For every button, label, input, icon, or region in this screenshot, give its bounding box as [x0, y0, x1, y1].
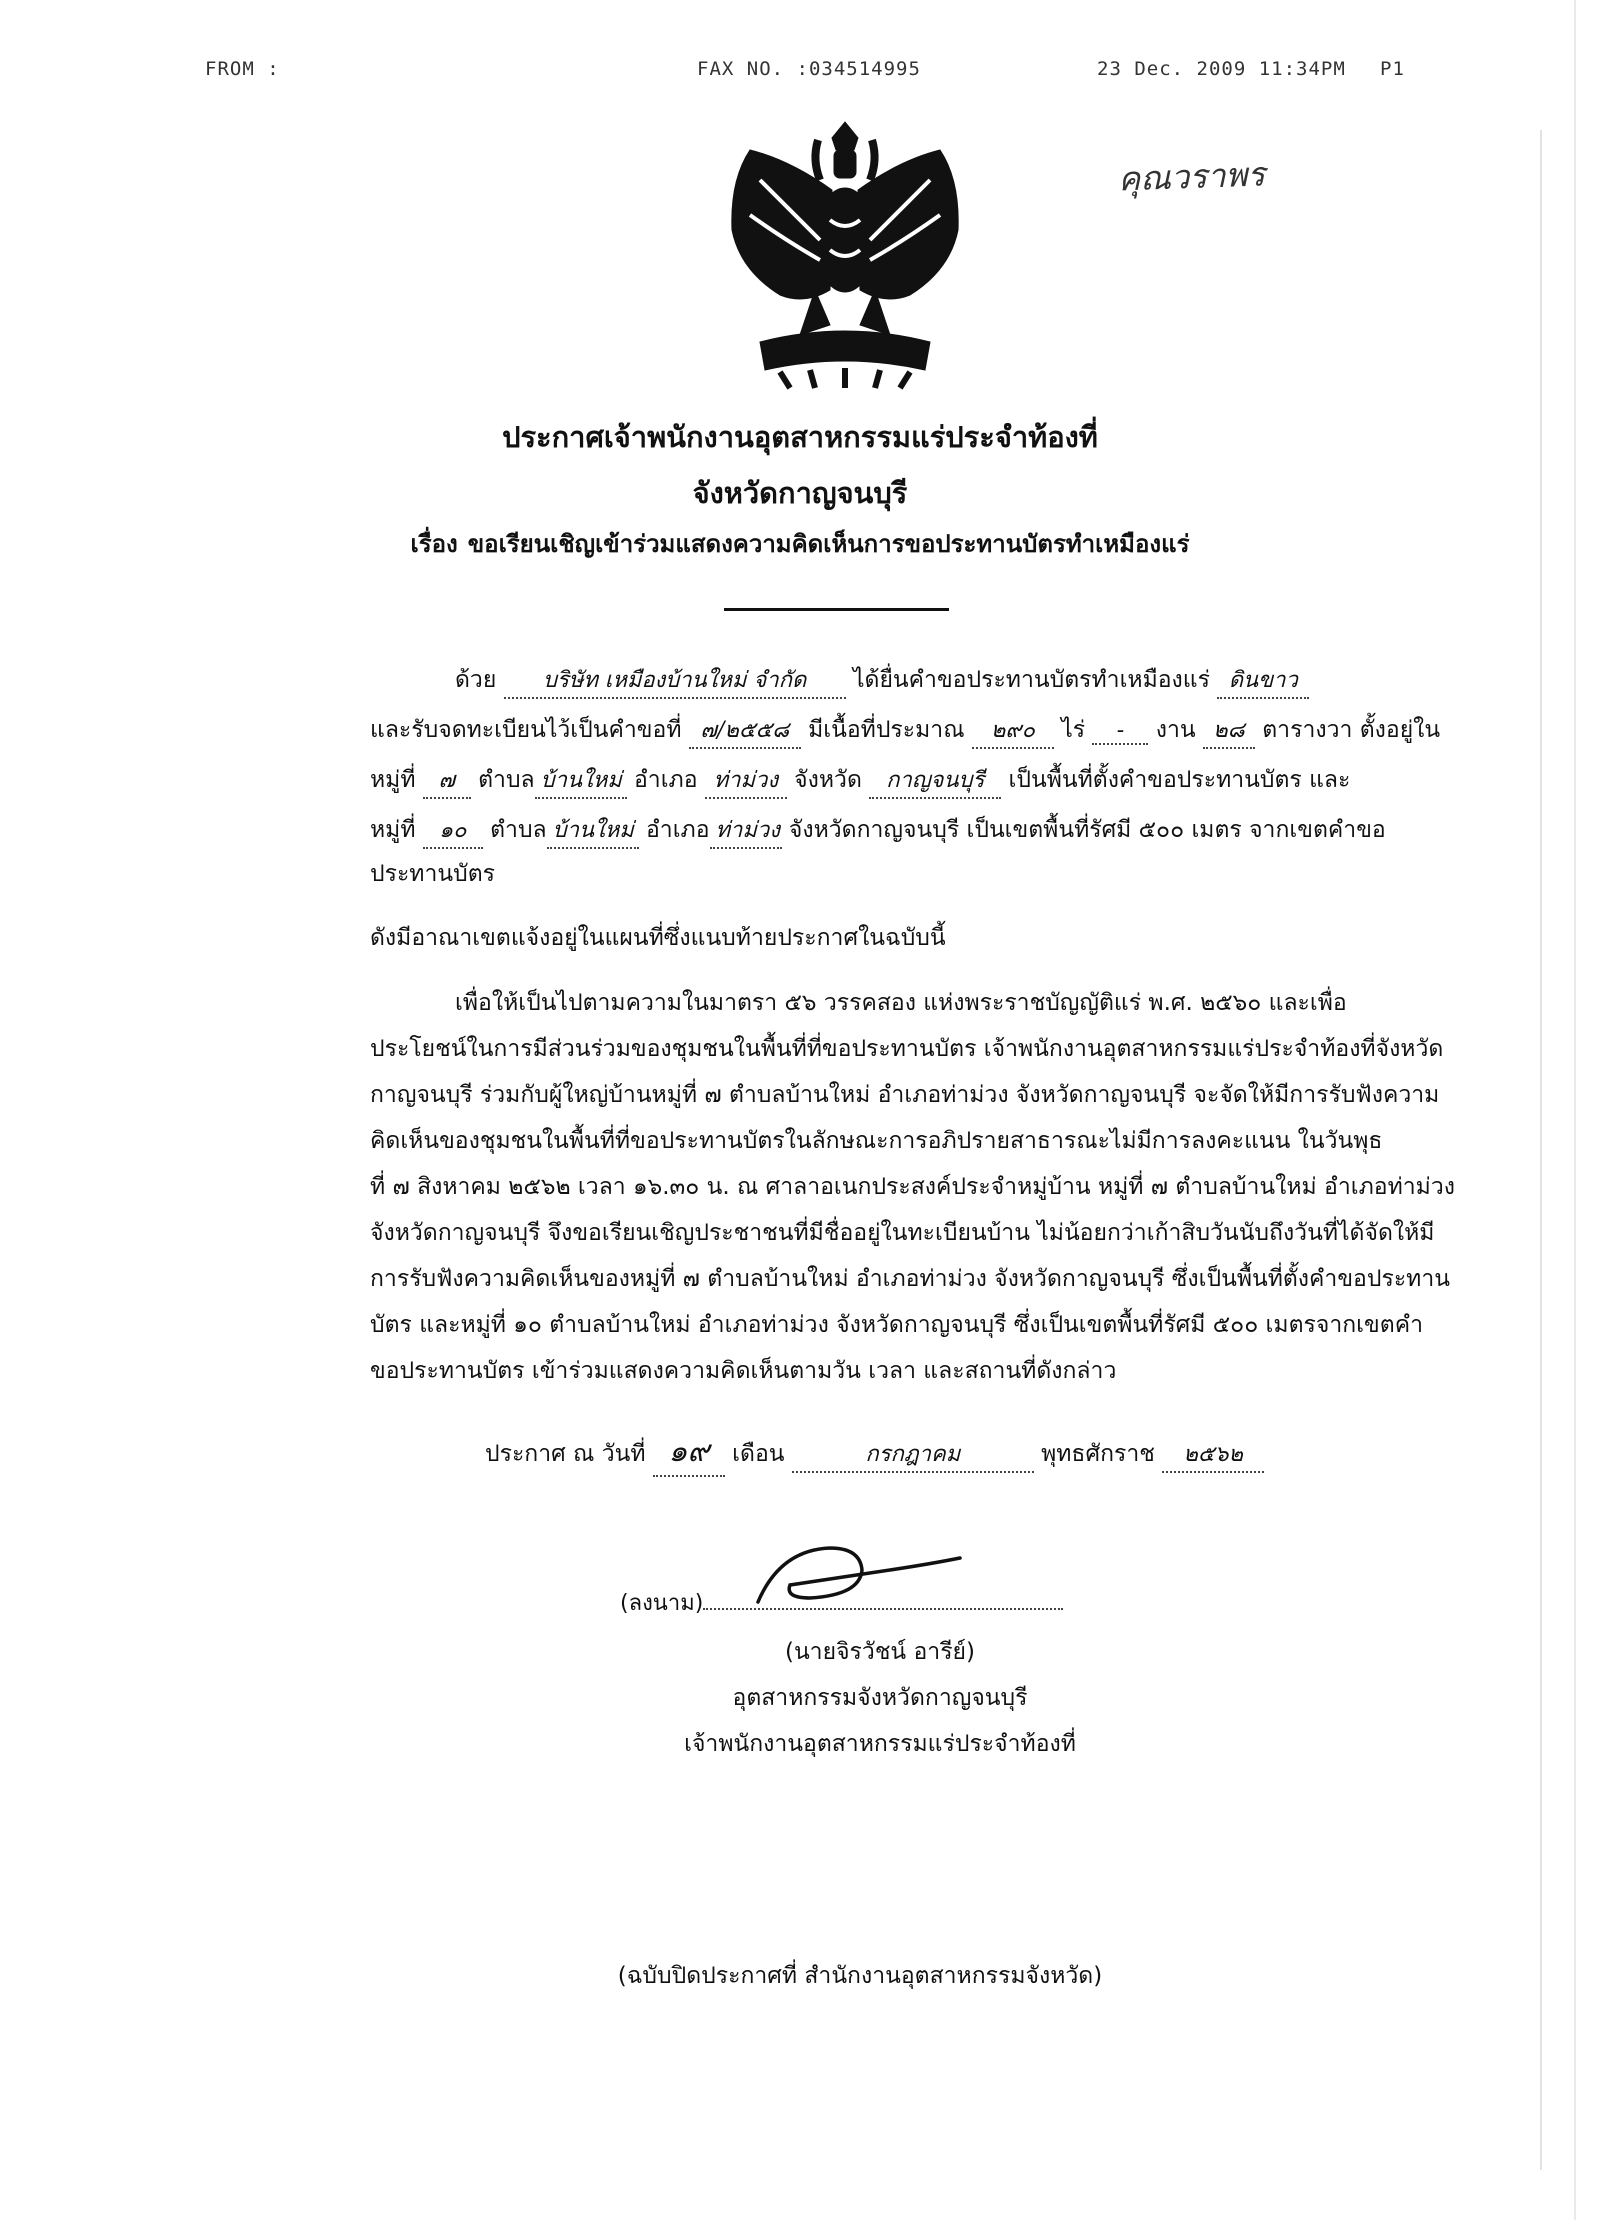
para3-line: คิดเห็นของชุมชนในพื้นที่ที่ขอประทานบัตรในลักษณะการอภิปรายสาธารณะไม่มีการลงคะแนน ในวันพุธ: [370, 1128, 1383, 1154]
para3-line: ประโยชน์ในการมีส่วนร่วมของชุมชนในพื้นที่ที่ขอประทานบัตร เจ้าพนักงานอุตสาหกรรมแร่ประจำท้องที่จังหวัด: [370, 1036, 1444, 1062]
company-field: บริษัท เหมืองบ้านใหม่ จำกัด: [504, 662, 846, 699]
text: หมู่ที่: [370, 767, 416, 793]
text: ด้วย: [455, 667, 497, 693]
para3-line: ขอประทานบัตร เข้าร่วมแสดงความคิดเห็นตามวัน เวลา และสถานที่ดังกล่าว: [370, 1358, 1117, 1384]
text: มีเนื้อที่ประมาณ: [808, 717, 965, 743]
para3-line: กาญจนบุรี ร่วมกับผู้ใหญ่บ้านหมู่ที่ ๗ ตำบลบ้านใหม่ อำเภอท่าม่วง จังหวัดกาญจนบุรี จะจัดให้มีการรับฟังความ: [370, 1082, 1440, 1108]
para3-line: การรับฟังความคิดเห็นของหมู่ที่ ๗ ตำบลบ้านใหม่ อำเภอท่าม่วง จังหวัดกาญจนบุรี ซึ่งเป็นพื้นที่ตั้งคำขอประทาน: [370, 1266, 1450, 1292]
scan-edge-line: [1574, 0, 1576, 2220]
signature-dotted-line: [703, 1590, 1063, 1610]
text: เป็นพื้นที่ตั้งคำขอประทานบัตร และ: [1008, 767, 1351, 793]
province1-field: กาญจนบุรี: [869, 762, 1001, 799]
para1-line4: [370, 812, 1386, 849]
text: จังหวัดกาญจนบุรี เป็นเขตพื้นที่รัศมี ๕๐๐ เมตร จากเขตคำขอ: [788, 817, 1386, 843]
fax-datetime: 23 Dec. 2009 11:34PM: [1097, 58, 1346, 80]
announcement-title: ประกาศเจ้าพนักงานอุตสาหกรรมแร่ประจำท้องที่: [502, 420, 1098, 454]
sign-line: [620, 1585, 1063, 1620]
handwritten-note: คุณวราพร: [1117, 154, 1266, 199]
signer-position: อุตสาหกรรมจังหวัดกาญจนบุรี: [732, 1685, 1028, 1711]
fax-from: FROM :: [205, 58, 280, 80]
para3-line: บัตร และหมู่ที่ ๑๐ ตำบลบ้านใหม่ อำเภอท่าม่วง จังหวัดกาญจนบุรี ซึ่งเป็นเขตพื้นที่รัศมี ๕๐๐ เมตรจากเขตคำ: [370, 1312, 1424, 1338]
announce-date: [485, 1428, 1264, 1477]
fax-number: FAX NO. :034514995: [697, 58, 921, 80]
tambon2-field: บ้านใหม่: [547, 812, 639, 849]
day-field: ๑๙: [653, 1428, 725, 1477]
sign-label: (ลงนาม): [620, 1591, 704, 1616]
garuda-emblem-icon: [720, 120, 970, 390]
text: ได้ยื่นคำขอประทานบัตรทำเหมืองแร่: [852, 667, 1210, 693]
title-underline: [724, 608, 949, 611]
para3-line: ที่ ๗ สิงหาคม ๒๕๖๒ เวลา ๑๖.๓๐ น. ณ ศาลาอเนกประสงค์ประจำหมู่บ้าน หมู่ที่ ๗ ตำบลบ้านใหม่ อำเภอท่าม่วง: [370, 1174, 1455, 1200]
para3-line: เพื่อให้เป็นไปตามความในมาตรา ๕๖ วรรคสอง แห่งพระราชบัญญัติแร่ พ.ศ. ๒๕๖๐ และเพื่อ: [455, 990, 1347, 1016]
tambon1-field: บ้านใหม่: [535, 762, 627, 799]
moo2-field: ๑๐: [423, 812, 483, 849]
text: เดือน: [732, 1441, 785, 1467]
month-field: กรกฎาคม: [792, 1436, 1034, 1473]
text: พุทธศักราช: [1041, 1441, 1155, 1467]
amphoe2-field: ท่าม่วง: [710, 812, 782, 849]
announcement-subject: [0, 524, 1600, 563]
para1-line5: ประทานบัตร: [370, 861, 495, 887]
text: ตำบล: [490, 817, 547, 843]
announcement-province: จังหวัดกาญจนบุรี: [692, 476, 908, 510]
mineral-field: ดินขาว: [1217, 662, 1309, 699]
para1-line3: [370, 762, 1350, 799]
para1-line2: [370, 712, 1440, 749]
text: ไร่: [1061, 717, 1086, 743]
text: งาน: [1155, 717, 1196, 743]
footer-note: (ฉบับปิดประกาศที่ สำนักงานอุตสาหกรรมจังหวัด): [617, 1963, 1103, 1989]
request-no-field: ๗/๒๕๕๘: [689, 712, 801, 749]
signer-position: เจ้าพนักงานอุตสาหกรรมแร่ประจำท้องที่: [684, 1731, 1076, 1757]
text: และรับจดทะเบียนไว้เป็นคำขอที่: [370, 717, 682, 743]
fax-page: P1: [1380, 58, 1405, 80]
signer-name: (นายจิรวัชน์ อารีย์): [784, 1639, 975, 1665]
text: จังหวัด: [794, 767, 862, 793]
text: อำเภอ: [633, 767, 698, 793]
para2: ดังมีอาณาเขตแจ้งอยู่ในแผนที่ซึ่งแนบท้ายประกาศในฉบับนี้: [370, 925, 946, 951]
year-field: ๒๕๖๒: [1162, 1436, 1264, 1473]
subject-text: ขอเรียนเชิญเข้าร่วมแสดงความคิดเห็นการขอประทานบัตรทำเหมืองแร่: [467, 530, 1190, 558]
amphoe1-field: ท่าม่วง: [705, 762, 787, 799]
moo1-field: ๗: [423, 762, 471, 799]
text: อำเภอ: [645, 817, 710, 843]
text: ตำบล: [478, 767, 535, 793]
wa-field: ๒๘: [1203, 712, 1255, 749]
ngan-field: -: [1092, 718, 1148, 745]
subject-label: เรื่อง: [410, 530, 458, 558]
text: หมู่ที่: [370, 817, 416, 843]
text: ตารางวา ตั้งอยู่ใน: [1262, 717, 1441, 743]
rai-field: ๒๙๐: [972, 712, 1054, 749]
para3-line: จังหวัดกาญจนบุรี จึงขอเรียนเชิญประชาชนที่มีชื่ออยู่ในทะเบียนบ้าน ไม่น้อยกว่าเก้าสิบวันนับถึงวันที่ได้จัดให้มี: [370, 1220, 1435, 1246]
para1-line1: [455, 662, 1309, 699]
text: ประกาศ ณ วันที่: [485, 1441, 646, 1467]
